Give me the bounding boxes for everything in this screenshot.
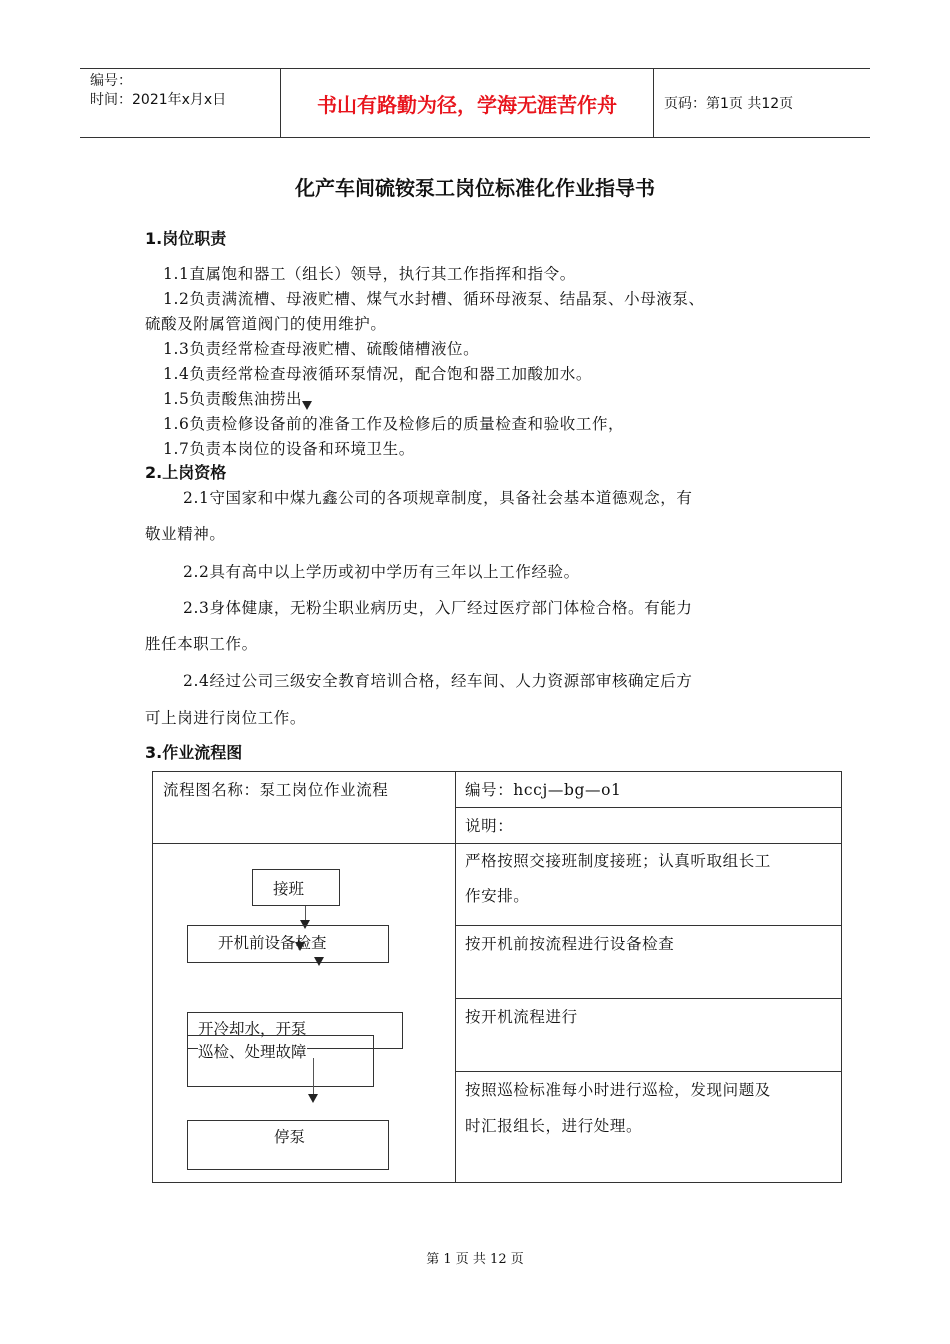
qualification-item: 2.4经过公司三级安全教育培训合格，经车间、人力资源部审核确定后方 (183, 672, 693, 690)
duty-item: 1.3负责经常检查母液贮槽、硫酸储槽液位。 (163, 340, 480, 358)
flow-step-label: 停泵 (274, 1128, 306, 1146)
table-divider (153, 843, 841, 844)
duty-item: 1.1直属饱和器工（组长）领导，执行其工作指挥和指令。 (163, 265, 576, 283)
stray-arrow-icon (302, 401, 312, 410)
flow-note: 按照巡检标准每小时进行巡检，发现问题及 (465, 1081, 771, 1099)
flow-step-label: 接班 (273, 880, 305, 898)
table-divider (455, 925, 841, 926)
flow-arrow-icon (295, 942, 305, 951)
flow-step-box (187, 925, 389, 963)
flow-step-label: 开机前设备检查 (218, 934, 327, 952)
flow-note: 作安排。 (465, 887, 530, 905)
qualification-item: 2.3身体健康，无粉尘职业病历史，入厂经过医疗部门体检合格。有能力 (183, 599, 693, 617)
flow-connector (313, 1058, 314, 1098)
duty-item: 硫酸及附属管道阀门的使用维护。 (145, 315, 387, 333)
flow-step-label: 开冷却水，开泵 (198, 1020, 307, 1038)
duty-item: 1.4负责经常检查母液循环泵情况，配合饱和器工加酸加水。 (163, 365, 592, 383)
document-number-label: 编号： (90, 73, 132, 89)
table-divider (455, 998, 841, 999)
table-divider (455, 772, 456, 1183)
document-time-label: 时间：2021年x月x日 (90, 92, 227, 108)
section-heading-flowchart: 3.作业流程图 (145, 743, 243, 762)
duty-item: 1.6负责检修设备前的准备工作及检修后的质量检查和验收工作， (163, 415, 625, 433)
qualification-item: 敬业精神。 (145, 525, 226, 543)
qualification-item: 2.1守国家和中煤九鑫公司的各项规章制度，具备社会基本道德观念，有 (183, 489, 693, 507)
qualification-item: 可上岗进行岗位工作。 (145, 709, 307, 727)
duty-item: 1.5负责酸焦油捞出 (163, 390, 303, 408)
flow-note: 按开机前按流程进行设备检查 (465, 935, 675, 953)
table-divider (455, 1071, 841, 1072)
flow-note: 按开机流程进行 (465, 1008, 578, 1026)
flow-step-box (187, 1120, 389, 1170)
table-divider (455, 807, 841, 808)
flow-arrow-icon (308, 1094, 318, 1103)
flow-note: 严格按照交接班制度接班；认真听取组长工 (465, 852, 771, 870)
section-heading-duties: 1.岗位职责 (145, 229, 227, 248)
header-page-info: 页码：第1页 共12页 (664, 96, 794, 112)
qualification-item: 胜任本职工作。 (145, 635, 258, 653)
flow-table (152, 771, 842, 1183)
section-heading-qualification: 2.上岗资格 (145, 463, 227, 482)
header-motto: 书山有路勤为径，学海无涯苦作舟 (280, 69, 654, 137)
header-meta (80, 69, 280, 137)
flow-name: 流程图名称：泵工岗位作业流程 (163, 781, 389, 799)
flow-note: 时汇报组长，进行处理。 (465, 1117, 643, 1135)
qualification-item: 2.2具有高中以上学历或初中学历有三年以上工作经验。 (183, 563, 580, 581)
flow-code: 编号：hccj—bg—o1 (465, 781, 622, 799)
document-title: 化产车间硫铵泵工岗位标准化作业指导书 (295, 176, 655, 200)
document-header (80, 68, 870, 138)
flow-arrow-icon (314, 957, 324, 966)
flow-step-box (252, 869, 340, 906)
duty-item: 1.2负责满流槽、母液贮槽、煤气水封槽、循环母液泵、结晶泵、小母液泵、 (163, 290, 705, 308)
page-footer: 第 1 页 共 12 页 (426, 1252, 524, 1267)
flow-note-label: 说明： (465, 817, 514, 835)
flow-step-box (187, 1035, 374, 1087)
duty-item: 1.7负责本岗位的设备和环境卫生。 (163, 440, 415, 458)
flow-step-label: 巡检、处理故障 (198, 1040, 307, 1062)
